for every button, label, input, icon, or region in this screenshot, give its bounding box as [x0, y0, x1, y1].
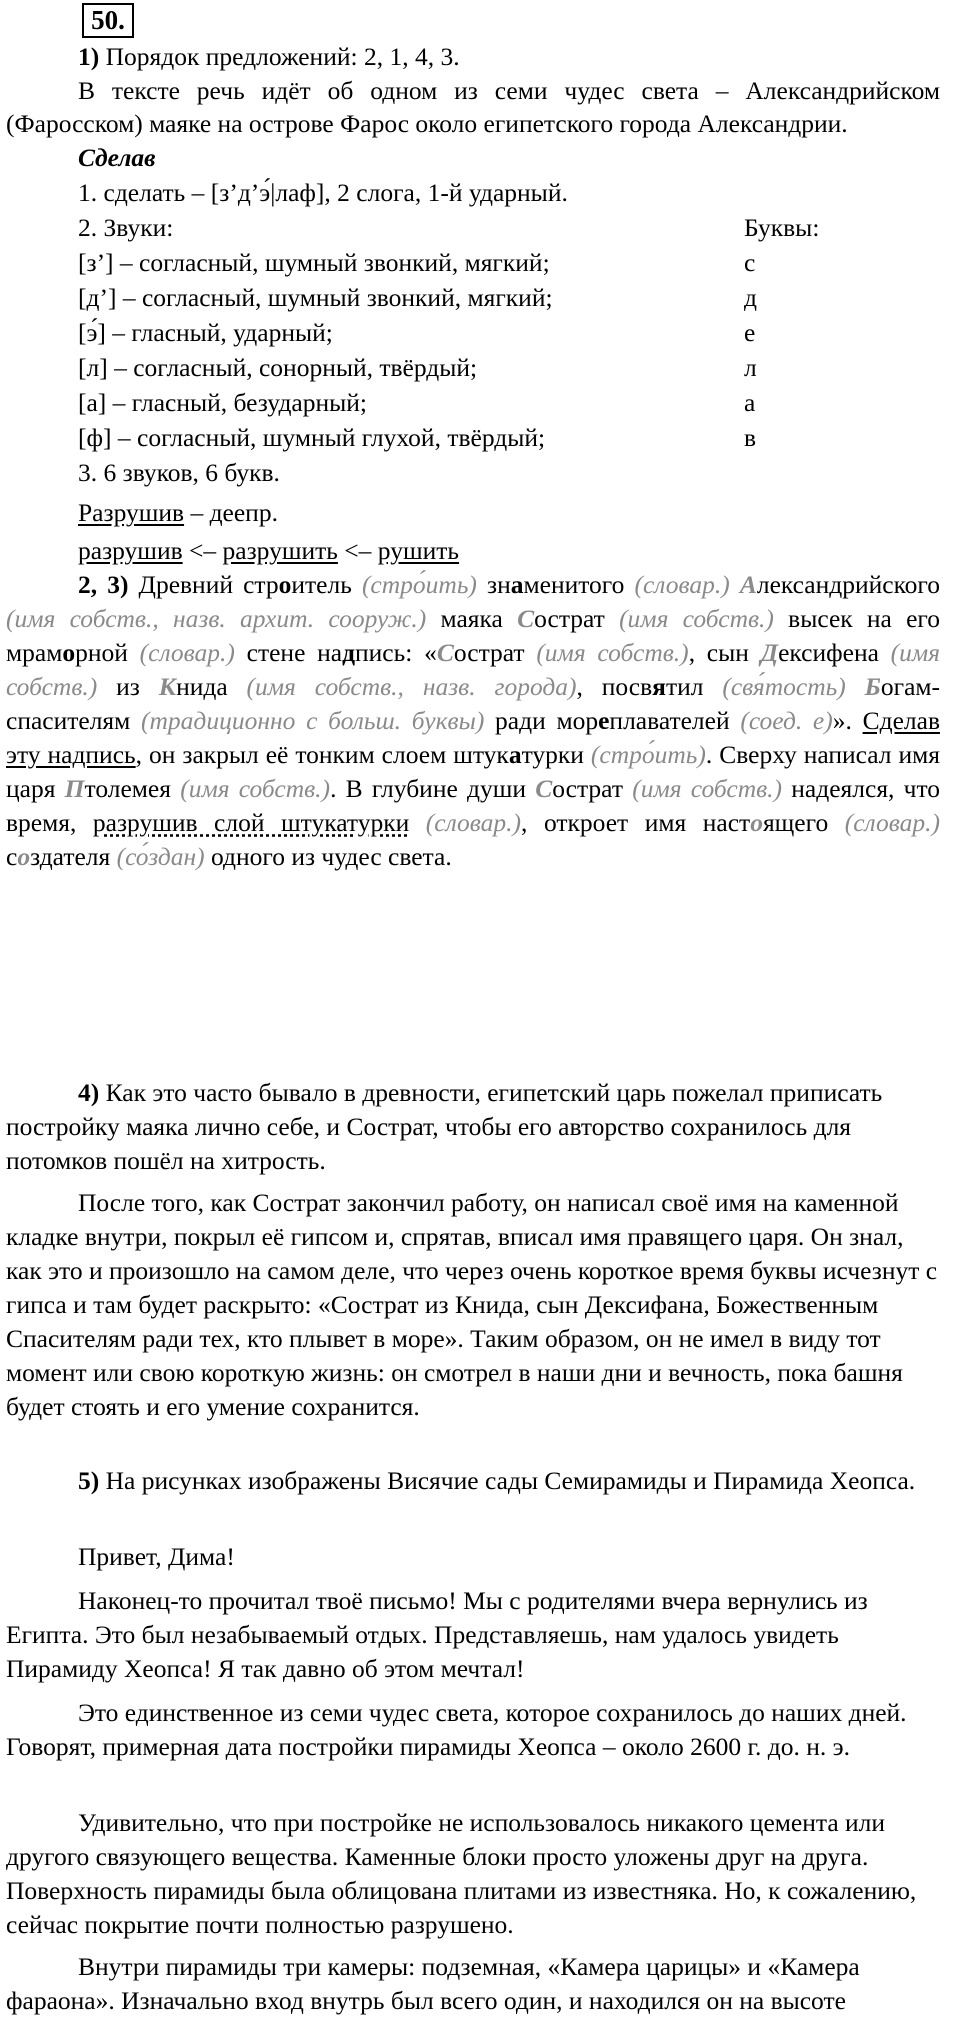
morpheme-line2	[78, 534, 940, 567]
spelling-letter: Б	[864, 672, 881, 701]
sound-desc: [д’] – согласный, шумный звонкий, мягкий;	[78, 283, 553, 312]
text-run: ради мор	[484, 706, 599, 735]
sound-letter: с	[744, 248, 756, 277]
morpheme-word-underlined: Разрушив	[78, 498, 185, 527]
phonetic-row	[78, 246, 940, 279]
spelling-letter: о	[17, 842, 31, 871]
text-run: одного из чудес света.	[204, 842, 452, 871]
part1-paragraph	[6, 40, 940, 73]
text-run: огам-спасителям	[6, 672, 941, 735]
check-word: (словар.)	[425, 808, 522, 837]
spelling-letter: а	[510, 570, 524, 599]
word-heading: Сделав	[78, 143, 156, 172]
text-run: тил	[665, 672, 723, 701]
morpheme-word: разрушить	[222, 536, 338, 565]
text-run: острат	[534, 604, 620, 633]
morpheme-line1	[78, 496, 940, 529]
sound-desc: [з’] – согласный, шумный звонкий, мягкий;	[78, 248, 550, 277]
body-paragraph: После того, как Сострат закончил работу, он написал своё имя на каменной кладке внутри, покрыл её гипсом и, спрятав, вписал имя правящего царя. Он знал, как это и произошло на самом деле, что через очень короткое время буквы исчезнут с гипса и там будет раскрыто: «Сострат из Книда, сын Дексифана, Божественным Спасителям ради тех, кто плывет в море». Таким образом, он не имел в виду тот момент или свою короткую жизнь: он смотрел в наши дни и вечность, пока башня будет стоять и его умение сохранится.	[6, 1188, 938, 1421]
text-run: менитого	[523, 570, 635, 599]
arrow-left: <–	[337, 536, 378, 565]
text-run: итель	[291, 570, 362, 599]
spelling-letter: С	[436, 638, 454, 667]
text-run: ящего	[762, 808, 845, 837]
sound-desc: [э́] – гласный, ударный;	[78, 318, 333, 347]
morpheme-pos: – деепр.	[184, 498, 278, 527]
phonetic-row	[78, 316, 940, 349]
letter-paragraph: Наконец-то прочитал твоё письмо! Мы с родителями вчера вернулись из Египта. Это был незабываемый отдых. Представляешь, нам удалось увидеть Пирамиду Хеопса! Я так давно об этом мечтал!	[6, 1586, 868, 1683]
text-run: из	[97, 672, 159, 701]
sounds-header: 2. Звуки:	[78, 213, 174, 242]
text-run: плавателей	[609, 706, 741, 735]
check-word: (имя собств., назв. города)	[246, 672, 577, 701]
text-run: острат	[453, 638, 537, 667]
check-word: (стро́ить)	[361, 570, 477, 599]
text-run: . Сверху написал имя царя	[6, 740, 941, 803]
text-run: высек на его мрам	[6, 604, 940, 667]
text-run: маяка	[426, 604, 518, 633]
text-run: толемея	[84, 774, 181, 803]
spelling-letter: А	[739, 570, 757, 599]
sound-letter: л	[744, 353, 757, 382]
sound-desc: [ф] – согласный, шумный глухой, твёрдый;	[78, 423, 546, 452]
spelling-letter: о	[750, 808, 763, 837]
part5-text: На рисунках изображены Висячие сады Семирамиды и Пирамида Хеопса.	[99, 1466, 916, 1495]
spelling-letter: Д	[760, 638, 779, 667]
phonetic-line1: 1. сделать – [з’д’э́|лаф], 2 слога, 1-й ударный.	[78, 178, 568, 207]
phonetic-row	[78, 351, 940, 384]
check-word: (имя собств.)	[180, 774, 331, 803]
phonetic-row	[78, 421, 940, 454]
text-run: рной	[75, 638, 140, 667]
text-run: ».	[832, 706, 863, 735]
text-run: здателя	[30, 842, 117, 871]
participial-phrase: разрушив слой штукатурки	[92, 808, 410, 837]
phonetic-line3: 3. 6 звуков, 6 букв.	[78, 458, 280, 487]
spelling-letter: С	[535, 774, 553, 803]
check-word: (словар.)	[844, 808, 940, 837]
phonetic-header-row	[78, 211, 940, 244]
participial-phrase: Сделав эту надпись	[6, 706, 940, 769]
spelling-letter: К	[158, 672, 177, 701]
text-run: , он закрыл её тонким слоем штук	[135, 740, 509, 769]
part4-paragraph	[6, 1076, 940, 1178]
check-word: (словар.)	[139, 638, 235, 667]
spelling-letter: о	[62, 638, 76, 667]
letter-paragraph: Удивительно, что при постройке не использовалось никакого цемента или другого связующего вещества. Каменные блоки просто уложены друг на друга. Поверхность пирамиды была облицована плитами из известняка. Но, к сожалению, сейчас покрытие почти полностью разрушено.	[6, 1808, 917, 1939]
part23-label: 2, 3)	[78, 570, 129, 599]
part4-text: Как это часто бывало в древности, египетский царь пожелал приписать постройку маяка лично себе, и Сострат, чтобы его авторство сохранилось для потомков пошёл на хитрость.	[6, 1078, 883, 1175]
sound-letter: е	[744, 318, 756, 347]
text-run	[409, 808, 426, 837]
check-word: (имя собств.)	[6, 638, 941, 701]
spelling-letter: П	[64, 774, 85, 803]
part1-text: Порядок предложений: 2, 1, 4, 3.	[99, 42, 460, 71]
check-word: (словар.)	[634, 570, 730, 599]
text-run: острат	[552, 774, 633, 803]
sound-letter: а	[744, 388, 756, 417]
check-word: (со́здан)	[116, 842, 205, 871]
spelling-letter: а	[508, 740, 522, 769]
spelling-letter: д	[342, 638, 356, 667]
part4-label: 4)	[78, 1078, 100, 1107]
letter-paragraph: Внутри пирамиды три камеры: подземная, «Камера царицы» и «Камера фараона». Изначально вход внутрь был всего один, и находился он на высоте	[6, 1952, 860, 2015]
text-run: пись: «	[355, 638, 437, 667]
arrow-left: <–	[182, 536, 223, 565]
text-run: турки	[521, 740, 591, 769]
text-run: ексифена	[778, 638, 891, 667]
sound-desc: [л] – согласный, сонорный, твёрдый;	[78, 353, 478, 382]
letter-paragraph: Это единственное из семи чудес света, которое сохранилось до наших дней. Говорят, примерная дата постройки пирамиды Хеопса – около 2600 г. до. н. э.	[6, 1698, 907, 1761]
text-run: надеялся, что время,	[6, 774, 941, 837]
check-word: (имя собств., назв. архит. сооруж.)	[6, 604, 427, 633]
letter-greeting: Привет, Дима!	[78, 1542, 235, 1571]
phonetic-row	[78, 386, 940, 419]
sound-letter: д	[744, 283, 757, 312]
text-run: стене на	[234, 638, 343, 667]
text-run: нида	[176, 672, 247, 701]
text-run: . В глубине души	[330, 774, 536, 803]
spelling-letter: е	[598, 706, 610, 735]
text-run: с	[6, 842, 18, 871]
phonetic-row	[78, 281, 940, 314]
morpheme-word: рушить	[377, 536, 460, 565]
check-word: (соед. е)	[740, 706, 833, 735]
part1-label: 1)	[78, 42, 100, 71]
text-run: зн	[476, 570, 511, 599]
check-word: (свя́тость)	[722, 672, 846, 701]
text-run: , посв	[576, 672, 653, 701]
check-word: (стро́ить)	[590, 740, 706, 769]
text-run: Древний стр	[128, 570, 279, 599]
part5-label: 5)	[78, 1466, 100, 1495]
spelling-letter: о	[278, 570, 292, 599]
text-run: , сын	[688, 638, 761, 667]
spelling-letter: С	[517, 604, 535, 633]
check-word: (традиционно с больш. буквы)	[141, 706, 485, 735]
sound-desc: [а] – гласный, безударный;	[78, 388, 368, 417]
spelling-letter: я	[652, 672, 666, 701]
morpheme-word: разрушив	[78, 536, 183, 565]
part23-paragraph	[6, 568, 940, 874]
text-run: лександрийского	[756, 570, 940, 599]
check-word: (имя собств.)	[536, 638, 689, 667]
summary-paragraph: В тексте речь идёт об одном из семи чудес света – Александрийском (Фаросском) маяке на острове Фарос около египетского города Александрии.	[6, 76, 940, 138]
check-word: (имя собств.)	[632, 774, 783, 803]
check-word: (имя собств.)	[619, 604, 774, 633]
exercise-number: 50.	[82, 3, 134, 38]
letters-header: Буквы:	[744, 213, 820, 242]
sound-letter: в	[744, 423, 757, 452]
part5-paragraph	[6, 1464, 940, 1498]
text-run: , откроет имя наст	[521, 808, 751, 837]
